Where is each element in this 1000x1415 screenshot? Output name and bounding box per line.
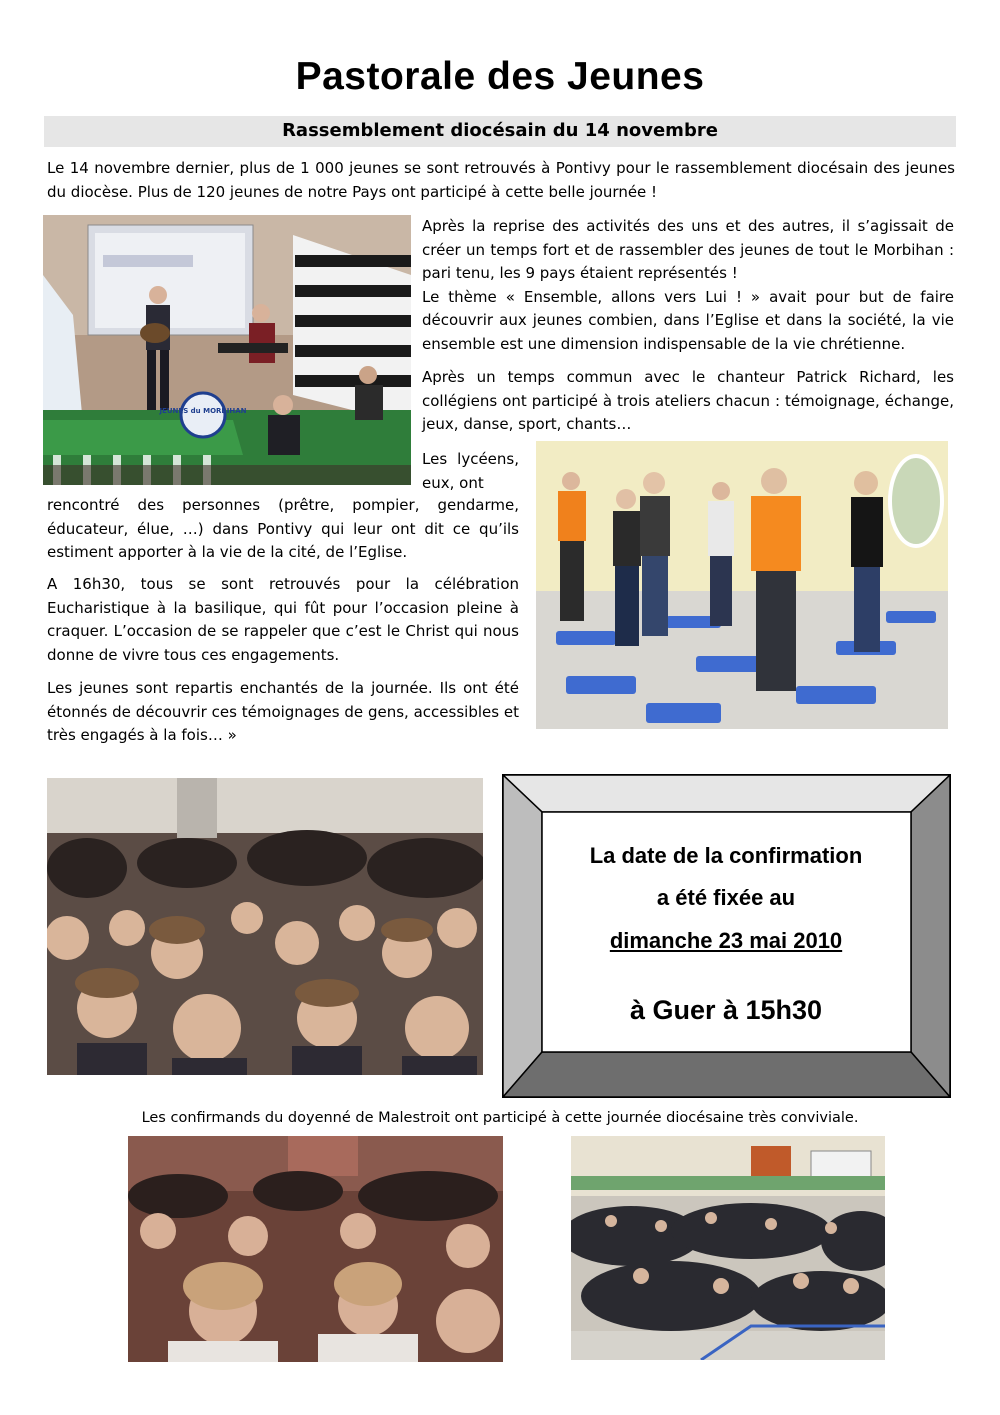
photo-crowd-gym	[47, 778, 483, 1075]
announcement-place-time: à Guer à 15h30	[629, 995, 823, 1025]
paragraph-theme: Le thème « Ensemble, allons vers Lui ! » avait pour but de faire découvrir aux jeunes combien, dans l’Eglise et dans la société, la vie ensemble est une dimension indispensable de la vie chrétienne.	[422, 287, 954, 353]
announcement-line-2: a été fixée au	[656, 885, 796, 910]
announcement-line-1: La date de la confirmation	[589, 843, 863, 868]
announcement-date: dimanche 23 mai 2010	[609, 928, 843, 953]
photo-confirmands-hall	[571, 1136, 885, 1360]
section-subtitle: Rassemblement diocésain du 14 novembre	[282, 120, 718, 141]
paragraph-conclusion: Les jeunes sont repartis enchantés de la journée. Ils ont été étonnés de découvrir ces témoignages de gens, accessibles et très engagés à la fois… »	[47, 679, 519, 744]
right-column	[422, 215, 954, 437]
photo-concert-stage	[43, 215, 411, 485]
paragraph-ateliers: Après un temps commun avec le chanteur Patrick Richard, les collégiens ont participé à trois ateliers chacun : témoignage, échange, jeux, danse, sport, chants…	[422, 368, 954, 433]
paragraph-reprise: Après la reprise des activités des uns et des autres, il s’agissait de créer un temps fort et de rassembler des jeunes de tout le Morbihan : pari tenu, les 9 pays étaient représentés !	[422, 217, 954, 282]
stage-banner-text: JEUNES du MORBIHAN	[159, 407, 247, 415]
paragraph-celebration: A 16h30, tous se sont retrouvés pour la célébration Eucharistique à la basilique, qui fût pour l’occasion pleine à craquer. L’occasion de se rappeler que c’est le Christ qui nous donne de vivre tous ces engagements.	[47, 575, 519, 664]
intro-paragraph: Le 14 novembre dernier, plus de 1 000 jeunes se sont retrouvés à Pontivy pour le rassemblement diocésain des jeunes du diocèse. Plus de 120 jeunes de notre Pays ont participé à cette belle journée !	[47, 159, 955, 201]
photo-confirmands-closeup	[128, 1136, 503, 1362]
page-title: Pastorale des Jeunes	[295, 55, 705, 98]
photo-workshop-dance	[536, 441, 948, 729]
paragraph-lyceens-rest: rencontré des personnes (prêtre, pompier, gendarme, éducateur, élue, …) dans Pontivy qui leur ont dit ce qu’ils estiment apporter à la vie de la cité, de l’Eglise.	[47, 496, 519, 561]
photo-caption: Les confirmands du doyenné de Malestroit ont participé à cette journée diocésaine très conviviale.	[141, 1110, 859, 1126]
paragraph-lyceens-start: Les lycéens, eux, ont	[422, 450, 519, 492]
